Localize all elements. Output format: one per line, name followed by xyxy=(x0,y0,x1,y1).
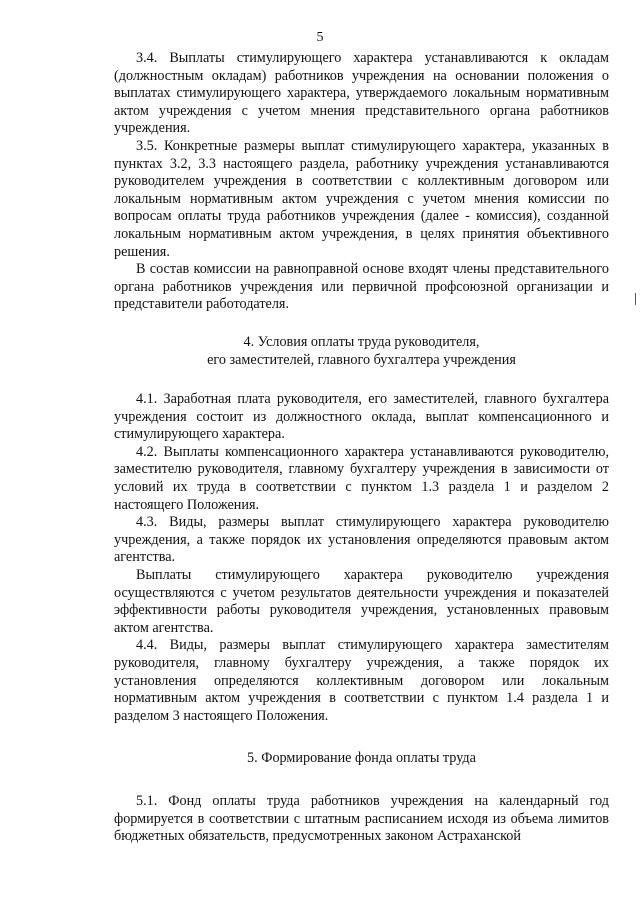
paragraph-4-4: 4.4. Виды, размеры выплат стимулирующего характера заместителям руководителя, главному бухгалтеру учреждения, а также порядок их установления определяются коллективным договором или локальным нормативным актом учреждения в соответствии с пунктом 1.4 раздела 1 и разделом 3 настоящего Положения. xyxy=(114,637,609,724)
paragraph-5-1: 5.1. Фонд оплаты труда работников учреждения на календарный год формируется в соответствии с штатным расписанием исходя из объема лимитов бюджетных обязательств, предусмотренных законом Астраханской xyxy=(114,792,609,845)
page-number: 5 xyxy=(316,30,324,45)
paragraph-4-1: 4.1. Заработная плата руководителя, его заместителей, главного бухгалтера учреждения состоит из должностного оклада, выплат компенсационного и стимулирующего характера. xyxy=(114,391,609,443)
document-body xyxy=(114,50,609,846)
paragraph-4-3-cont: Выплаты стимулирующего характера руководителю учреждения осуществляются с учетом результатов деятельности учреждения и показателей эффективности работы руководителя учреждения, установленных правовым актом агентства. xyxy=(114,567,609,636)
paragraph-4-3: 4.3. Виды, размеры выплат стимулирующего характера руководителю учреждения, а также порядок их установления определяются правовым актом агентства. xyxy=(114,514,609,566)
section-4-heading-line2: его заместителей, главного бухгалтера учреждения xyxy=(207,351,516,368)
scan-mark xyxy=(635,293,636,305)
paragraph-3-4: 3.4. Выплаты стимулирующего характера устанавливаются к окладам (должностным окладам) работников учреждения на основании положения о выплатах стимулирующего характера, утверждаемого локальным нормативным актом учреждения с учетом мнения представительного органа работников учреждения. xyxy=(114,50,609,137)
paragraph-4-2: 4.2. Выплаты компенсационного характера устанавливаются руководителю, заместителю руководителя, главному бухгалтеру учреждения в зависимости от условий их труда в соответствии с пунктом 1.3 раздела 1 и разделом 2 настоящего Положения. xyxy=(114,443,609,513)
paragraph-commission: В состав комиссии на равноправной основе входят члены представительного органа работников учреждения или первичной профсоюзной организации и представители работодателя. xyxy=(114,261,609,313)
section-5-heading: 5. Формирование фонда оплаты труда xyxy=(247,750,476,767)
section-4-heading-line1: 4. Условия оплаты труда руководителя, xyxy=(243,333,480,350)
paragraph-3-5: 3.5. Конкретные размеры выплат стимулирующего характера, указанных в пунктах 3.2, 3.3 настоящего раздела, работнику учреждения устанавливаются руководителем учреждения в соответствии с коллективным договором или локальным нормативным актом учреждения с учетом мнения комиссии по вопросам оплаты труда работников учреждения (далее - комиссия), созданной локальным нормативным актом учреждения, в целях принятия объективного решения. xyxy=(114,137,609,260)
